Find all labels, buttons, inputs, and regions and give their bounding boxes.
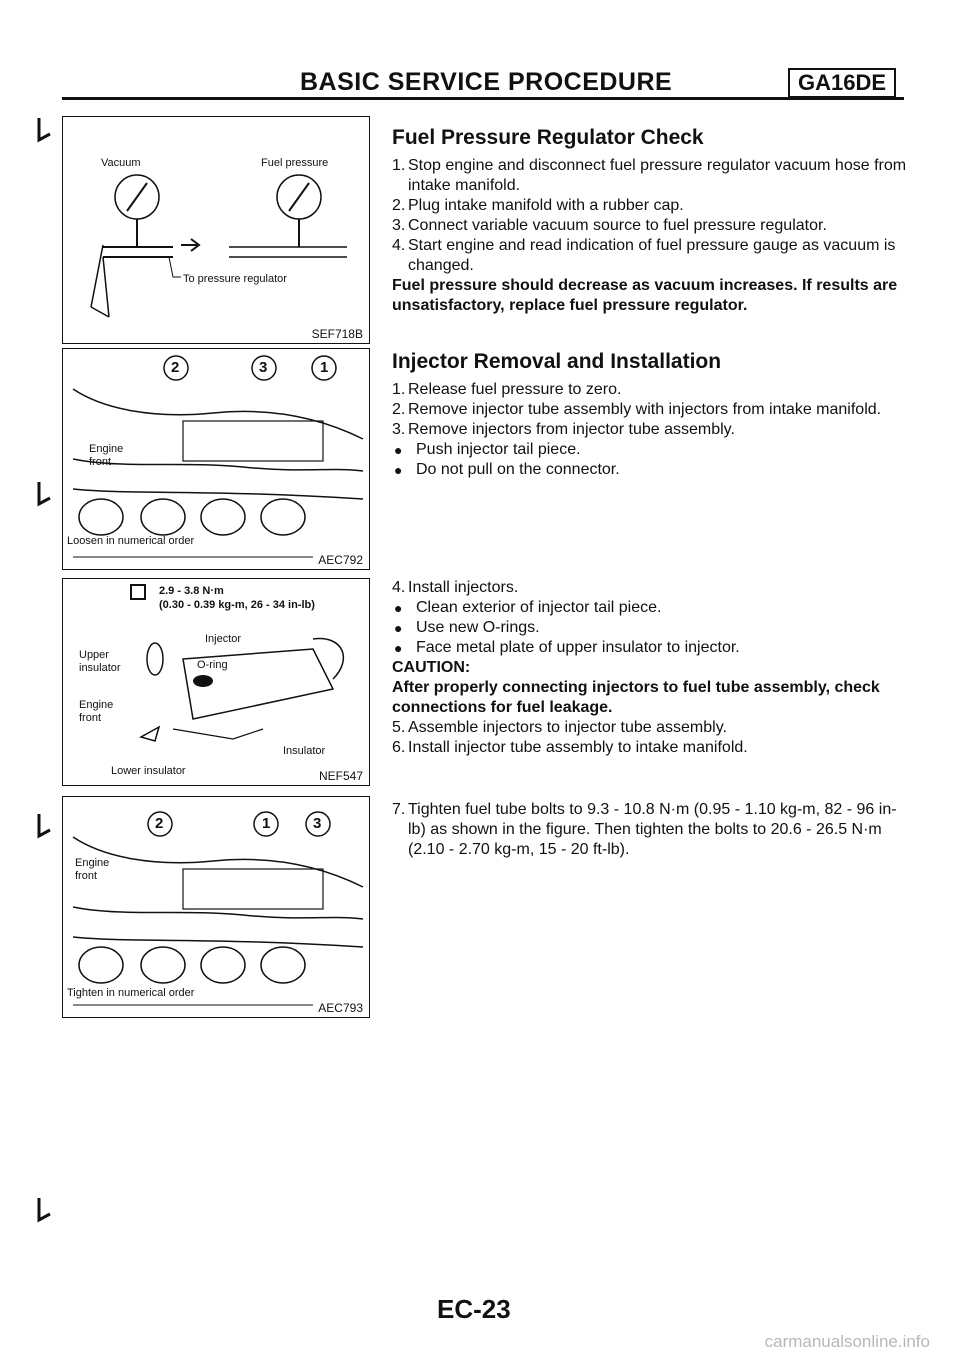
step: 2. Remove injector tube assembly with injectors from intake manifold. xyxy=(392,401,882,418)
section-title: Injector Removal and Installation xyxy=(392,350,722,373)
section-regulator-check xyxy=(392,126,912,316)
section-tighten xyxy=(392,800,912,860)
caution-text: After properly connecting injectors to fuel tube assembly, check connections for fuel leakage. xyxy=(392,679,880,716)
margin-mark xyxy=(36,812,52,842)
step: 3. Connect variable vacuum source to fuel pressure regulator. xyxy=(392,217,827,234)
figure-pressure-gauges xyxy=(62,116,370,344)
step: 3. Remove injectors from injector tube assembly. xyxy=(392,421,735,438)
upper-insulator-label: Upper insulator xyxy=(79,649,121,674)
page-title: BASIC SERVICE PROCEDURE xyxy=(300,68,673,96)
figure-tighten-order xyxy=(62,796,370,1018)
figure-caption: Tighten in numerical order xyxy=(67,987,195,999)
step: 5. Assemble injectors to injector tube assembly. xyxy=(392,719,727,736)
figure-code: NEF547 xyxy=(318,769,363,783)
engine-front-label: Engine front xyxy=(75,857,110,882)
margin-mark xyxy=(36,116,52,146)
regulator-note: Fuel pressure should decrease as vacuum increases. If results are unsatisfactory, replace fuel pressure regulator. xyxy=(392,277,898,314)
step: 4. Install injectors. xyxy=(392,579,519,596)
fuel-pressure-label: Fuel pressure xyxy=(261,157,329,169)
section-installation xyxy=(392,578,912,758)
figure-caption: Loosen in numerical order xyxy=(67,535,195,547)
figure-code: AEC792 xyxy=(318,553,363,567)
step: 2. Plug intake manifold with a rubber cap. xyxy=(392,197,684,214)
engine-front-label: Engine front xyxy=(89,443,124,468)
callout-label: 3 xyxy=(259,359,268,376)
bullet-item: ● Clean exterior of injector tail piece. xyxy=(394,599,662,616)
vacuum-label: Vacuum xyxy=(101,157,141,169)
step: 6. Install injector tube assembly to intake manifold. xyxy=(392,739,748,756)
page-number: EC-23 xyxy=(437,1294,511,1324)
to-regulator-label: To pressure regulator xyxy=(183,273,287,285)
bullet-item: ● Face metal plate of upper insulator to injector. xyxy=(394,639,740,656)
callout-label: 1 xyxy=(262,815,271,832)
engine-front-label: Engine front xyxy=(79,699,114,724)
section-title: Fuel Pressure Regulator Check xyxy=(392,126,704,149)
header-rule xyxy=(62,97,904,100)
step: 1. Stop engine and disconnect fuel pressure regulator vacuum hose from intake manifold. xyxy=(392,157,907,194)
bullet-item: ● Push injector tail piece. xyxy=(394,441,581,458)
step: 4. Start engine and read indication of fuel pressure gauge as vacuum is changed. xyxy=(392,237,896,274)
step: 1. Release fuel pressure to zero. xyxy=(392,381,622,398)
figure-injector-install xyxy=(62,578,370,786)
insulator-label: Insulator xyxy=(283,745,326,757)
figure-loosen-order xyxy=(62,348,370,570)
callout-label: 2 xyxy=(155,815,164,832)
torque-value: 2.9 - 3.8 N·m xyxy=(159,585,224,597)
callout-label: 1 xyxy=(320,359,329,376)
figure-code: AEC793 xyxy=(318,1001,363,1015)
caution-label: CAUTION: xyxy=(392,659,471,676)
bullet-item: ● Use new O-rings. xyxy=(394,619,540,636)
figure-code: SEF718B xyxy=(311,327,363,341)
step: 7. Tighten fuel tube bolts to 9.3 - 10.8 N·m (0.95 - 1.10 kg-m, 82 - 96 in-lb) as shown in the figure. Then tighten the bolts to 20.6 - 26.5 N·m (2.10 - 2.70 kg-m, 15 - 20 ft-lb). xyxy=(392,801,897,858)
engine-code-badge: GA16DE xyxy=(788,68,896,98)
callout-label: 2 xyxy=(171,359,180,376)
margin-mark xyxy=(36,480,52,510)
margin-mark xyxy=(36,1196,52,1226)
callout-label: 3 xyxy=(313,815,322,832)
injector-label: Injector xyxy=(205,633,242,645)
bullet-item: ● Do not pull on the connector. xyxy=(394,461,620,478)
lower-insulator-label: Lower insulator xyxy=(111,765,186,777)
torque-alt-value: (0.30 - 0.39 kg-m, 26 - 34 in-lb) xyxy=(159,599,315,611)
gauge-illustration xyxy=(63,117,369,343)
oring-label: O-ring xyxy=(197,659,228,671)
section-injector-removal xyxy=(392,350,912,480)
watermark: carmanualsonline.info xyxy=(764,1332,930,1351)
